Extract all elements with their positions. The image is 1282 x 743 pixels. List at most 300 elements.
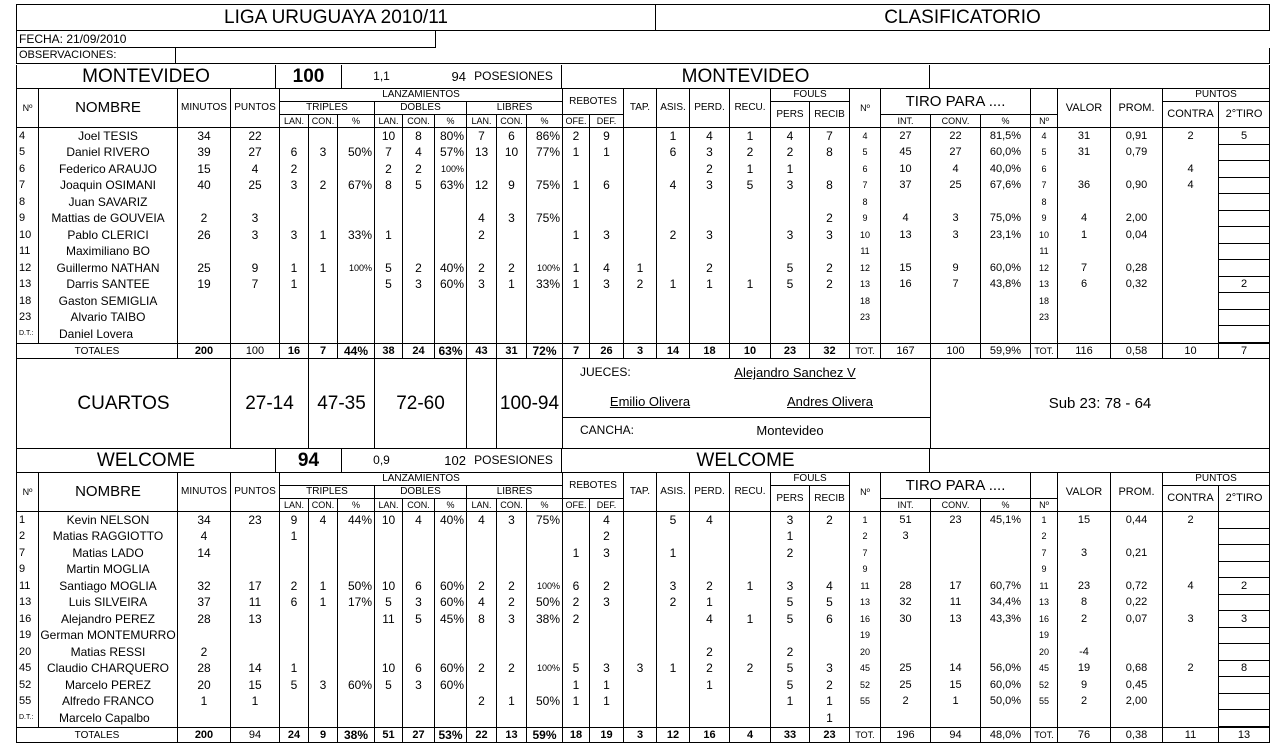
team-1-row-12-tap — [623, 310, 656, 326]
team-2-total-dc: 27 — [402, 727, 434, 743]
team-1-coach-recib — [809, 326, 849, 343]
team-2-row-7-lc: 3 — [496, 611, 526, 628]
team-2-row-8-conv — [930, 628, 980, 644]
team-2-row-4-conv — [930, 562, 980, 578]
team-1-coach-lp — [526, 326, 562, 343]
team-1-row-6-contra — [1162, 211, 1218, 227]
team-2-total-recu: 4 — [729, 727, 770, 743]
team-2-hdr-pers: PERS — [770, 486, 809, 512]
team-2-row-12-dp — [434, 694, 466, 710]
team-1-total-tap: 3 — [623, 343, 656, 359]
team-2-row-11-contra — [1162, 677, 1218, 694]
team-2-row-11-tap — [623, 677, 656, 694]
team-2-hdr-min: MINUTOS — [177, 473, 230, 512]
team-1-row-3-dc: 2 — [402, 161, 434, 178]
team-1-row-3-conv: 4 — [930, 161, 980, 178]
team-2-row-4-dl — [374, 562, 402, 578]
team-2-row-11-lp — [526, 677, 562, 694]
team-1-row-8-ro — [562, 244, 589, 260]
team-2-row-9-dl — [374, 644, 402, 661]
team-2-coach-rd — [589, 710, 623, 727]
team-2-hdr-pts: PUNTOS — [230, 473, 279, 512]
team-1-row-2-dp: 57% — [434, 145, 466, 161]
team-1-row-7-recib: 3 — [809, 227, 849, 244]
team-2-row-3-perd — [689, 545, 729, 562]
team-1-row-12-pct — [980, 310, 1030, 326]
team-1-row-10-tl: 1 — [279, 277, 308, 293]
team-1-row-9-lc: 2 — [496, 260, 526, 277]
team-1-row-10-tp — [337, 277, 374, 293]
team-2-total-ro: 18 — [562, 727, 589, 743]
team-1-row-10-rno: 13 — [849, 277, 880, 293]
team-2-row-1-valor: 15 — [1057, 512, 1110, 529]
team-2-player-name: Alejandro PEREZ — [38, 611, 177, 628]
team-1-total-prom: 0,58 — [1110, 343, 1162, 359]
team-1-row-8-tiro2 — [1218, 244, 1270, 260]
team-1-hdr-dc: CON. — [402, 115, 434, 128]
team-2-row-7-conv: 13 — [930, 611, 980, 628]
team-1-row-3-recib — [809, 161, 849, 178]
team-1-row-12-lp — [526, 310, 562, 326]
team-2-row-7-dc: 5 — [402, 611, 434, 628]
team-2-row-7-rd — [589, 611, 623, 628]
team-1-row-3-rno: 6 — [849, 161, 880, 178]
team-2-player-name: Luis SILVEIRA — [38, 595, 177, 611]
team-2-row-12-min: 1 — [177, 694, 230, 710]
team-2-row-10-ll: 2 — [466, 661, 496, 677]
team-1-score: 100 — [275, 65, 341, 89]
team-2-row-6-recib: 5 — [809, 595, 849, 611]
team-1-row-5-no: 8 — [16, 194, 38, 211]
team-2-row-11-tp: 60% — [337, 677, 374, 694]
team-1-row-7-prom: 0,04 — [1110, 227, 1162, 244]
team-2-row-6-ro: 2 — [562, 595, 589, 611]
team-2-row-5-dl: 10 — [374, 578, 402, 595]
team-2-row-1-rno: 1 — [849, 512, 880, 529]
team-2-row-6-pct: 34,4% — [980, 595, 1030, 611]
team-2-row-2-ro — [562, 529, 589, 545]
team-2-row-6-dp: 60% — [434, 595, 466, 611]
team-1-row-7-conv: 3 — [930, 227, 980, 244]
team-2-hdr-tp: % — [337, 499, 374, 512]
team-1-row-2-rno: 5 — [849, 145, 880, 161]
team-1-coach-tp — [337, 326, 374, 343]
team-1-row-11-dl — [374, 293, 402, 310]
team-1-total-rno2: TOT. — [1030, 343, 1057, 359]
team-1-row-10-recib: 2 — [809, 277, 849, 293]
quarter-score-1: 27-14 — [230, 359, 308, 449]
team-2-row-7-rno: 16 — [849, 611, 880, 628]
team-2-row-4-rno: 9 — [849, 562, 880, 578]
team-2-coach-tp — [337, 710, 374, 727]
team-1-hdr-int: INT. — [880, 115, 930, 128]
team-1-row-6-pct: 75,0% — [980, 211, 1030, 227]
team-2-row-12-pts: 1 — [230, 694, 279, 710]
team-1-row-11-rno: 18 — [849, 293, 880, 310]
team-1-row-3-no: 6 — [16, 161, 38, 178]
team-2-total-contra: 11 — [1162, 727, 1218, 743]
team-2-row-8-ll — [466, 628, 496, 644]
team-1-row-12-dl — [374, 310, 402, 326]
team-1-coach-valor — [1057, 326, 1110, 343]
team-1-row-8-asis — [656, 244, 689, 260]
team-1-row-4-dp: 63% — [434, 178, 466, 194]
team-2-row-4-ll — [466, 562, 496, 578]
team-2-row-5-pts: 17 — [230, 578, 279, 595]
team-2-row-1-pers: 3 — [770, 512, 809, 529]
team-1-row-3-pers: 1 — [770, 161, 809, 178]
team-2-row-10-tp — [337, 661, 374, 677]
team-2-total-tap: 3 — [623, 727, 656, 743]
team-1-total-dp: 63% — [434, 343, 466, 359]
team-1-row-3-prom — [1110, 161, 1162, 178]
team-1-row-8-pct — [980, 244, 1030, 260]
team-2-hdr-rno: Nº — [849, 473, 880, 512]
team-1-row-5-rd — [589, 194, 623, 211]
team-1-row-1-prom: 0,91 — [1110, 128, 1162, 145]
jueces-label: JUECES: — [580, 365, 631, 379]
team-2-total-min: 200 — [177, 727, 230, 743]
team-2-row-4-recu — [729, 562, 770, 578]
team-2-coach-pct — [980, 710, 1030, 727]
team-2-row-2-recu — [729, 529, 770, 545]
team-1-row-2-tc: 3 — [308, 145, 337, 161]
team-2-row-1-lp: 75% — [526, 512, 562, 529]
team-2-possessions-label: POSESIONES — [466, 449, 562, 473]
team-1-row-11-asis — [656, 293, 689, 310]
team-1-row-2-no: 5 — [16, 145, 38, 161]
team-1-row-12-ll — [466, 310, 496, 326]
team-2-row-7-contra: 3 — [1162, 611, 1218, 628]
team-1-possessions-label: POSESIONES — [466, 65, 562, 89]
team-1-coach-dp — [434, 326, 466, 343]
team-2-row-11-rd: 1 — [589, 677, 623, 694]
team-2-row-7-rno2: 16 — [1030, 611, 1057, 628]
team-1-row-12-tp — [337, 310, 374, 326]
team-1-row-5-dc — [402, 194, 434, 211]
team-1-row-5-recib — [809, 194, 849, 211]
team-1-hdr-prom: PROM. — [1110, 89, 1162, 128]
team-1-row-9-tc: 1 — [308, 260, 337, 277]
team-1-hdr-tc: CON. — [308, 115, 337, 128]
judge-3: Andres Olivera — [787, 394, 873, 409]
team-1-total-tl: 16 — [279, 343, 308, 359]
team-1-player-name: Alvario TAIBO — [38, 310, 177, 326]
team-2-row-2-dp — [434, 529, 466, 545]
team-2-row-8-ro — [562, 628, 589, 644]
team-2-hdr-dl: LAN. — [374, 499, 402, 512]
team-1-row-3-dp: 100% — [434, 161, 466, 178]
team-1-row-4-rno: 7 — [849, 178, 880, 194]
team-1-row-11-rd — [589, 293, 623, 310]
team-1-row-5-pts — [230, 194, 279, 211]
team-1-row-4-min: 40 — [177, 178, 230, 194]
team-2-total-lp: 59% — [526, 727, 562, 743]
team-1-name: MONTEVIDEO — [16, 65, 275, 89]
team-1-row-10-tiro2: 2 — [1218, 277, 1270, 293]
team-1-coach-tap — [623, 326, 656, 343]
team-1-row-6-no: 9 — [16, 211, 38, 227]
quarter-score-4 — [466, 359, 496, 449]
team-1-total-recib: 32 — [809, 343, 849, 359]
team-2-row-6-tiro2 — [1218, 595, 1270, 611]
team-1-row-2-conv: 27 — [930, 145, 980, 161]
team-1-coach-contra — [1162, 326, 1218, 343]
team-2-row-4-tl — [279, 562, 308, 578]
team-2-row-6-dc: 3 — [402, 595, 434, 611]
officials-divider — [562, 417, 930, 418]
team-1-row-3-lc — [496, 161, 526, 178]
team-1-row-4-contra: 4 — [1162, 178, 1218, 194]
team-1-total-lp: 72% — [526, 343, 562, 359]
team-1-row-10-min: 19 — [177, 277, 230, 293]
team-1-row-6-perd — [689, 211, 729, 227]
team-1-row-10-tap: 2 — [623, 277, 656, 293]
team-2-row-4-perd — [689, 562, 729, 578]
team-1-hdr-libres: LIBRES — [466, 102, 562, 115]
team-1-row-9-tl: 1 — [279, 260, 308, 277]
team-2-row-1-recu — [729, 512, 770, 529]
team-2-total-lc: 13 — [496, 727, 526, 743]
team-2-hdr-libres: LIBRES — [466, 486, 562, 499]
team-2-hdr-ll: LAN. — [466, 499, 496, 512]
team-1-row-9-perd: 2 — [689, 260, 729, 277]
team-2-row-6-min: 37 — [177, 595, 230, 611]
team-2-row-5-tc: 1 — [308, 578, 337, 595]
team-1-row-5-int — [880, 194, 930, 211]
team-1-row-4-pers: 3 — [770, 178, 809, 194]
team-2-row-2-pct — [980, 529, 1030, 545]
team-2-row-7-ro: 2 — [562, 611, 589, 628]
team-2-row-9-tp — [337, 644, 374, 661]
team-1-row-6-lp: 75% — [526, 211, 562, 227]
team-2-row-5-tap — [623, 578, 656, 595]
team-2-row-4-int — [880, 562, 930, 578]
team-2-row-12-contra — [1162, 694, 1218, 710]
team-1-row-7-no: 10 — [16, 227, 38, 244]
team-2-row-12-valor: 2 — [1057, 694, 1110, 710]
team-2-row-12-dc — [402, 694, 434, 710]
team-1-row-7-lc — [496, 227, 526, 244]
team-2-row-6-pts: 11 — [230, 595, 279, 611]
team-2-hdr-perd: PERD. — [689, 473, 729, 512]
team-2-hdr-tc: CON. — [308, 499, 337, 512]
team-1-row-12-pers — [770, 310, 809, 326]
team-1-row-1-tp — [337, 128, 374, 145]
team-1-coach-dl — [374, 326, 402, 343]
team-1-row-6-tap — [623, 211, 656, 227]
team-1-row-6-recib: 2 — [809, 211, 849, 227]
team-1-row-11-min — [177, 293, 230, 310]
team-1-row-2-contra — [1162, 145, 1218, 161]
team-1-row-3-valor — [1057, 161, 1110, 178]
team-2-row-8-dp — [434, 628, 466, 644]
team-2-total-pts: 94 — [230, 727, 279, 743]
team-2-row-1-dp: 40% — [434, 512, 466, 529]
team-1-total-pct: 59,9% — [980, 343, 1030, 359]
team-2-row-5-conv: 17 — [930, 578, 980, 595]
team-2-row-10-pts: 14 — [230, 661, 279, 677]
judge-2: Emilio Olivera — [609, 394, 691, 409]
team-2-row-6-rno2: 13 — [1030, 595, 1057, 611]
team-1-row-4-asis: 4 — [656, 178, 689, 194]
team-2-row-4-lp — [526, 562, 562, 578]
team-2-row-8-contra — [1162, 628, 1218, 644]
team-2-player-name: Kevin NELSON — [38, 512, 177, 529]
team-1-row-2-recib: 8 — [809, 145, 849, 161]
team-1-row-5-tap — [623, 194, 656, 211]
team-2-row-5-asis: 3 — [656, 578, 689, 595]
team-2-coach-tc — [308, 710, 337, 727]
team-2-row-6-rd: 3 — [589, 595, 623, 611]
team-2-hdr-recu: RECU. — [729, 473, 770, 512]
team-1-row-6-ll: 4 — [466, 211, 496, 227]
team-2-row-3-tl — [279, 545, 308, 562]
team-2-coach-prom — [1110, 710, 1162, 727]
team-2-coach-pts — [230, 710, 279, 727]
team-2-row-11-no: 52 — [16, 677, 38, 694]
team-1-row-7-rd: 3 — [589, 227, 623, 244]
team-1-row-8-tp — [337, 244, 374, 260]
team-1-row-1-rno2: 4 — [1030, 128, 1057, 145]
team-1-row-6-rno: 9 — [849, 211, 880, 227]
team-1-row-10-lp: 33% — [526, 277, 562, 293]
team-1-row-4-recu: 5 — [729, 178, 770, 194]
team-2-right-name: WELCOME — [562, 449, 930, 473]
team-2-row-9-recu — [729, 644, 770, 661]
team-2-row-4-tc — [308, 562, 337, 578]
team-1-coach-pers — [770, 326, 809, 343]
team-1-row-8-int — [880, 244, 930, 260]
team-1-row-1-perd: 4 — [689, 128, 729, 145]
team-2-row-2-lc — [496, 529, 526, 545]
team-2-coach-label: D.T.: — [16, 710, 38, 727]
team-1-row-7-ro: 1 — [562, 227, 589, 244]
team-2-row-5-contra: 4 — [1162, 578, 1218, 595]
team-1-row-3-lp — [526, 161, 562, 178]
team-1-row-4-no: 7 — [16, 178, 38, 194]
team-2-row-7-lp: 38% — [526, 611, 562, 628]
team-1-player-name: Federico ARAUJO — [38, 161, 177, 178]
quarter-score-2: 47-35 — [308, 359, 374, 449]
team-2-row-1-conv: 23 — [930, 512, 980, 529]
team-2-row-11-recib: 2 — [809, 677, 849, 694]
team-2-row-10-perd: 2 — [689, 661, 729, 677]
team-1-total-tp: 44% — [337, 343, 374, 359]
team-1-row-12-tl — [279, 310, 308, 326]
team-1-row-4-prom: 0,90 — [1110, 178, 1162, 194]
team-2-total-perd: 16 — [689, 727, 729, 743]
team-1-row-5-ro — [562, 194, 589, 211]
team-1-row-5-tc — [308, 194, 337, 211]
team-1-row-8-rno: 11 — [849, 244, 880, 260]
team-2-row-11-ro: 1 — [562, 677, 589, 694]
team-2-row-9-tiro2 — [1218, 644, 1270, 661]
team-2-row-3-conv — [930, 545, 980, 562]
team-1-row-7-pts: 3 — [230, 227, 279, 244]
team-1-row-11-dc — [402, 293, 434, 310]
team-2-row-5-ro: 6 — [562, 578, 589, 595]
team-1-row-1-no: 4 — [16, 128, 38, 145]
team-2-hdr-rd: DEF. — [589, 499, 623, 512]
team-1-row-9-tap: 1 — [623, 260, 656, 277]
team-2-row-7-tl — [279, 611, 308, 628]
team-2-player-name: Matias RAGGIOTTO — [38, 529, 177, 545]
team-2-row-5-perd: 2 — [689, 578, 729, 595]
team-1-row-8-min — [177, 244, 230, 260]
team-2-row-5-recib: 4 — [809, 578, 849, 595]
team-1-row-5-conv — [930, 194, 980, 211]
team-1-row-3-int: 10 — [880, 161, 930, 178]
team-2-row-10-dl: 10 — [374, 661, 402, 677]
team-2-row-2-pers: 1 — [770, 529, 809, 545]
team-2-row-2-rd: 2 — [589, 529, 623, 545]
team-1-row-9-rno2: 12 — [1030, 260, 1057, 277]
team-2-row-4-pct — [980, 562, 1030, 578]
team-2-row-5-dc: 6 — [402, 578, 434, 595]
team-2-row-5-tl: 2 — [279, 578, 308, 595]
team-1-row-11-ro — [562, 293, 589, 310]
team-2-row-7-recu: 1 — [729, 611, 770, 628]
team-1-hdr-tl: LAN. — [279, 115, 308, 128]
team-1-total-valor: 116 — [1057, 343, 1110, 359]
team-2-row-4-tp — [337, 562, 374, 578]
team-2-row-1-perd: 4 — [689, 512, 729, 529]
team-1-row-4-ll: 12 — [466, 178, 496, 194]
team-1-row-8-rd — [589, 244, 623, 260]
phase-title: CLASIFICATORIO — [656, 4, 1270, 31]
team-1-row-9-prom: 0,28 — [1110, 260, 1162, 277]
team-1-coach-ro — [562, 326, 589, 343]
team-2-row-2-conv — [930, 529, 980, 545]
team-2-total-rno2: TOT. — [1030, 727, 1057, 743]
team-1-row-2-perd: 3 — [689, 145, 729, 161]
team-1-row-8-conv — [930, 244, 980, 260]
team-2-ratio: 0,9 — [341, 449, 421, 473]
team-1-row-7-dc — [402, 227, 434, 244]
team-2-row-2-valor — [1057, 529, 1110, 545]
team-2-row-2-tiro2 — [1218, 529, 1270, 545]
team-2-coach-dl — [374, 710, 402, 727]
team-2-row-4-contra — [1162, 562, 1218, 578]
team-1-row-8-pers — [770, 244, 809, 260]
team-1-row-11-pts — [230, 293, 279, 310]
team-2-total-valor: 76 — [1057, 727, 1110, 743]
team-2-coach-int — [880, 710, 930, 727]
team-2-row-6-asis: 2 — [656, 595, 689, 611]
team-2-coach-ro — [562, 710, 589, 727]
team-2-row-7-pers: 5 — [770, 611, 809, 628]
team-1-player-name: Joel TESIS — [38, 128, 177, 145]
team-2-row-8-tp — [337, 628, 374, 644]
team-2-row-12-int: 2 — [880, 694, 930, 710]
team-2-hdr-puntos-right: PUNTOS — [1162, 473, 1270, 486]
team-1-row-10-int: 16 — [880, 277, 930, 293]
team-2-row-9-int — [880, 644, 930, 661]
team-2-row-5-ll: 2 — [466, 578, 496, 595]
team-1-row-11-prom — [1110, 293, 1162, 310]
team-2-row-12-prom: 2,00 — [1110, 694, 1162, 710]
team-2-row-6-rno: 13 — [849, 595, 880, 611]
team-1-row-9-dl: 5 — [374, 260, 402, 277]
team-1-right-name: MONTEVIDEO — [562, 65, 930, 89]
team-1-row-8-rno2: 11 — [1030, 244, 1057, 260]
team-1-row-6-tiro2 — [1218, 211, 1270, 227]
team-1-total-dc: 24 — [402, 343, 434, 359]
team-2-coach-lc — [496, 710, 526, 727]
team-1-row-1-lc: 6 — [496, 128, 526, 145]
team-2-row-10-rno: 45 — [849, 661, 880, 677]
